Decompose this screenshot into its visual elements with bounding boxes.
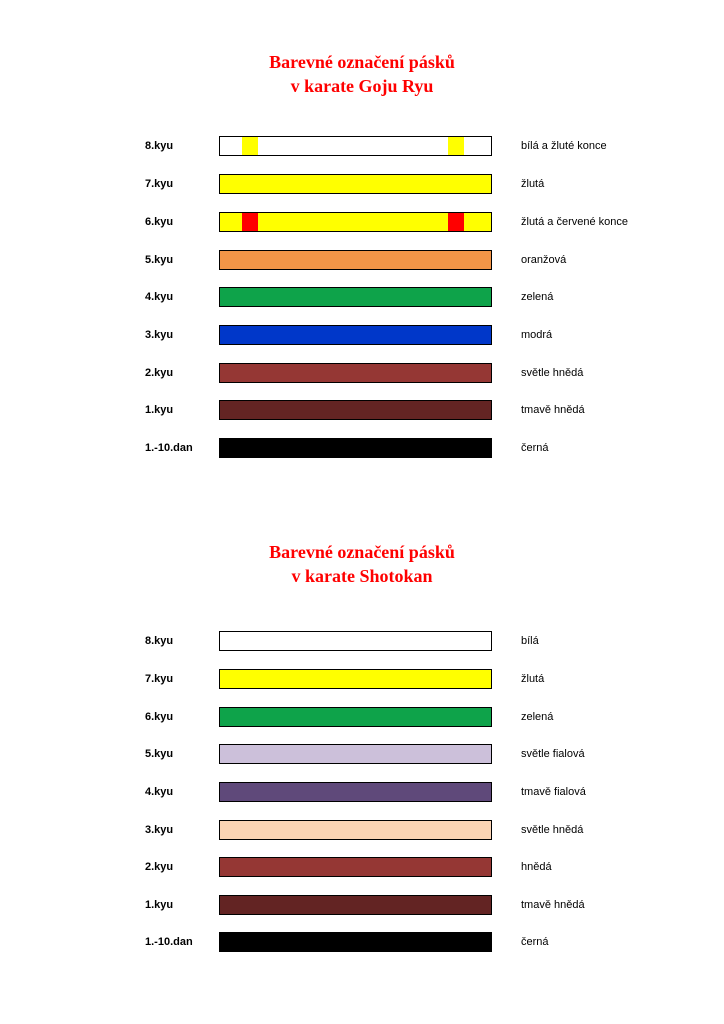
belt-swatch — [219, 363, 492, 383]
belt-swatch — [219, 782, 492, 802]
belt-swatch — [219, 631, 492, 651]
grade-label: 1.-10.dan — [145, 936, 193, 948]
belt-swatch — [219, 400, 492, 420]
grade-label: 6.kyu — [145, 711, 174, 723]
belt-tip-right — [448, 213, 464, 231]
grade-label: 5.kyu — [145, 748, 174, 760]
belt-swatch — [219, 895, 492, 915]
grade-label: 2.kyu — [145, 861, 174, 873]
grade-label: 3.kyu — [145, 329, 174, 341]
belt-swatch — [219, 250, 492, 270]
belt-row — [0, 932, 724, 952]
belt-description: bílá — [521, 635, 539, 647]
belt-description: světle hnědá — [521, 824, 584, 836]
belt-description: modrá — [521, 329, 553, 341]
belt-swatch — [219, 136, 492, 156]
belt-swatch — [219, 707, 492, 727]
grade-label: 1.kyu — [145, 404, 174, 416]
belt-row — [0, 400, 724, 420]
belt-description: žlutá — [521, 178, 545, 190]
grade-label: 7.kyu — [145, 178, 174, 190]
grade-label: 3.kyu — [145, 824, 174, 836]
belt-swatch — [219, 212, 492, 232]
belt-row — [0, 857, 724, 877]
grade-label: 2.kyu — [145, 367, 174, 379]
grade-label: 1.-10.dan — [145, 442, 193, 454]
belt-swatch — [219, 174, 492, 194]
belt-row — [0, 782, 724, 802]
belt-row — [0, 820, 724, 840]
belt-row — [0, 250, 724, 270]
grade-label: 6.kyu — [145, 216, 174, 228]
belt-description: žlutá — [521, 673, 545, 685]
belt-description: zelená — [521, 711, 554, 723]
belt-row — [0, 707, 724, 727]
belt-row — [0, 212, 724, 232]
belt-description: černá — [521, 442, 549, 454]
belt-row — [0, 438, 724, 458]
belt-swatch — [219, 932, 492, 952]
belt-description: tmavě hnědá — [521, 899, 585, 911]
belt-description: světle hnědá — [521, 367, 584, 379]
belt-row — [0, 174, 724, 194]
belt-description: žlutá a červené konce — [521, 216, 629, 228]
belt-swatch — [219, 857, 492, 877]
grade-label: 5.kyu — [145, 254, 174, 266]
grade-label: 1.kyu — [145, 899, 174, 911]
belt-row — [0, 895, 724, 915]
belt-tip-left — [242, 213, 258, 231]
belt-swatch — [219, 820, 492, 840]
grade-label: 8.kyu — [145, 140, 174, 152]
belt-row — [0, 631, 724, 651]
belt-description: oranžová — [521, 254, 567, 266]
grade-label: 4.kyu — [145, 291, 174, 303]
belt-tip-right — [448, 137, 464, 155]
belt-description: bílá a žluté konce — [521, 140, 607, 152]
belt-row — [0, 669, 724, 689]
belt-row — [0, 325, 724, 345]
grade-label: 4.kyu — [145, 786, 174, 798]
title-line-1: Barevné označení pásků — [269, 542, 455, 562]
title-line-2: v karate Goju Ryu — [290, 76, 434, 96]
title-line-2: v karate Shotokan — [291, 566, 433, 586]
belt-swatch — [219, 325, 492, 345]
belt-row — [0, 287, 724, 307]
belt-swatch — [219, 669, 492, 689]
belt-description: tmavě fialová — [521, 786, 586, 798]
belt-description: světle fialová — [521, 748, 585, 760]
section-title — [0, 50, 724, 98]
grade-label: 8.kyu — [145, 635, 174, 647]
belt-swatch — [219, 438, 492, 458]
belt-swatch — [219, 744, 492, 764]
title-line-1: Barevné označení pásků — [269, 52, 455, 72]
belt-description: tmavě hnědá — [521, 404, 585, 416]
belt-row — [0, 744, 724, 764]
belt-description: černá — [521, 936, 549, 948]
belt-row — [0, 363, 724, 383]
belt-description: zelená — [521, 291, 554, 303]
belt-description: hnědá — [521, 861, 552, 873]
grade-label: 7.kyu — [145, 673, 174, 685]
section-title — [0, 540, 724, 588]
belt-tip-left — [242, 137, 258, 155]
belt-row — [0, 136, 724, 156]
belt-swatch — [219, 287, 492, 307]
